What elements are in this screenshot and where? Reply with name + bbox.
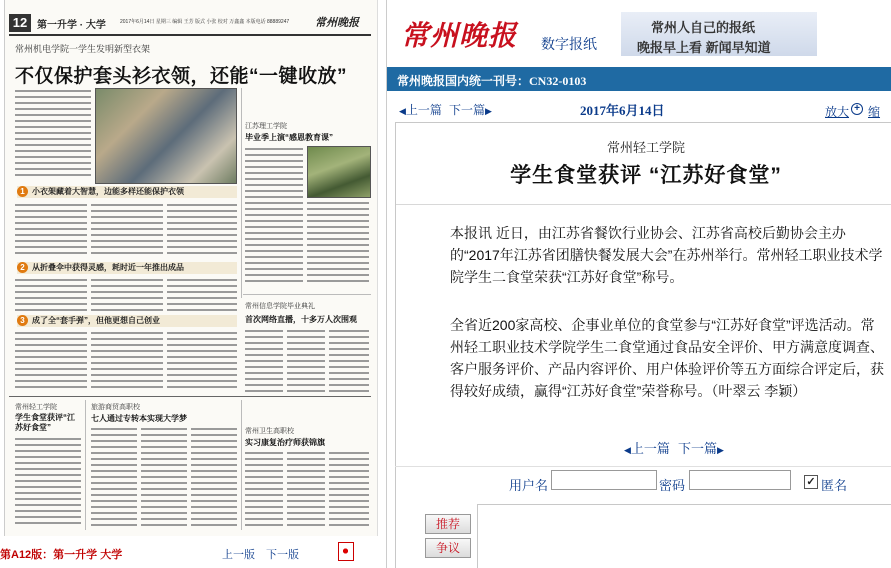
column-rule [241, 88, 242, 298]
prev-page-link[interactable]: 上一版 [222, 549, 255, 561]
left-arrow-icon: ◀ [624, 445, 631, 455]
subhead-number-badge: 2 [17, 262, 28, 273]
text-block [167, 330, 237, 388]
anonymous-checkbox[interactable]: ✓ [804, 475, 818, 489]
column-rule [241, 400, 242, 530]
password-label: 密码 [659, 478, 686, 493]
text-block [191, 426, 237, 528]
password-input[interactable] [689, 470, 791, 490]
col2-kicker: 常州信息学院毕业典礼 [245, 303, 315, 310]
text-block [287, 450, 325, 528]
bottom-right-kicker: 常州卫生高职校 [245, 428, 294, 435]
right-arrow-icon: ▶ [485, 106, 492, 116]
recommend-button[interactable]: 推荐 [425, 514, 471, 534]
newspaper-page-panel [0, 0, 387, 568]
col2-title[interactable]: 首次网络直播，十多万人次围观 [245, 315, 357, 324]
subhead-number-badge: 3 [17, 315, 28, 326]
bottom-left-kicker: 常州轻工学院 [15, 404, 57, 411]
subhead-3: 3 成了全“套手弹”，但他更想自己创业 [17, 315, 160, 326]
bottom-mid-title[interactable]: 七人通过专转本实现大学梦 [91, 414, 187, 423]
bottom-left-title[interactable]: 学生食堂获评“江苏好食堂” [15, 413, 75, 432]
article-panel [387, 0, 891, 568]
bottom-right-title[interactable]: 实习康复治疗师获锦旗 [245, 438, 325, 447]
text-block [329, 450, 369, 528]
text-block [15, 202, 87, 258]
text-block [307, 200, 369, 286]
page-date-line: 2017年6月14日 星期三 编辑 王芳 版式 小张 校对 万鑫鑫 本版电话 88889247 [120, 19, 290, 25]
text-block [91, 426, 137, 528]
bottom-prev-article-link[interactable]: ◀上一篇 [624, 441, 670, 456]
text-block [167, 277, 237, 311]
comment-form-rule [395, 466, 891, 467]
text-block [91, 330, 163, 388]
text-block [287, 328, 325, 396]
column-rule [85, 400, 86, 530]
bottom-next-article-link[interactable]: 下一篇▶ [678, 441, 724, 456]
pdf-icon[interactable] [338, 542, 354, 561]
page-section: 第一升学 · 大学 [37, 20, 106, 31]
newspaper-page-image[interactable] [4, 0, 378, 536]
next-page-link[interactable]: 下一版 [266, 549, 299, 561]
article-kicker: 常州轻工学院 [606, 140, 685, 155]
article-title-rule [396, 204, 891, 205]
lead-text-block [15, 88, 91, 180]
article-title: 学生食堂获评 “江苏好食堂” [510, 164, 782, 187]
page-masthead: 常州晚报 [315, 16, 359, 29]
text-block [245, 328, 283, 396]
nav-bar [387, 67, 891, 91]
lead-kicker[interactable]: 常州机电学院一学生发明新型衣架 [15, 44, 151, 54]
slogan-box [621, 12, 817, 56]
issn-text: 常州晚报国内统一刊号：CN32-0103 [397, 74, 587, 88]
slogan-line-2: 晚报早上看 新闻早知道 [637, 40, 771, 55]
article-box [395, 122, 891, 568]
text-block [15, 330, 87, 388]
page-caption: 第A12版：第一升学 大学 [0, 549, 123, 561]
subhead-1: 1 小衣架藏着大智慧，边能多样还能保护衣领 [17, 186, 184, 197]
zoom-in-link[interactable]: 放大 [825, 105, 850, 119]
comment-textarea[interactable] [477, 504, 891, 568]
section-rule [243, 294, 371, 295]
zoom-in-icon[interactable]: + [851, 103, 863, 115]
right-arrow-icon: ▶ [717, 445, 724, 455]
text-block [15, 436, 81, 528]
zoom-out-link[interactable]: 缩 [868, 105, 881, 119]
text-block [245, 146, 303, 286]
page-header-rule [9, 34, 371, 36]
site-banner [387, 0, 891, 67]
prev-article-link[interactable]: ◀上一篇 [399, 103, 442, 117]
sidebar-photo[interactable] [307, 146, 371, 198]
subhead-2: 2 从折叠伞中获得灵感，耗时近一年推出成品 [17, 262, 184, 273]
sidebar-title[interactable]: 毕业季上演“感恩教育课” [245, 133, 333, 142]
dispute-button[interactable]: 争议 [425, 538, 471, 558]
text-block [91, 202, 163, 258]
left-arrow-icon: ◀ [399, 106, 406, 116]
subhead-number-badge: 1 [17, 186, 28, 197]
article-paragraph: 全省近200家高校、企事业单位的食堂参与“江苏好食堂”评选活动。常州轻工职业技术学院学生二食堂通过食品安全评价、甲方满意度调查、客户服务评价、产品内容评价、用户体验评价等五方面综合评定后，获得较好成绩，赢得“江苏好食堂”荣誉称号。（叶翠云 李颖） [450, 317, 884, 399]
issue-date: 2017年6月14日 [580, 103, 665, 118]
date-bar [387, 91, 891, 121]
text-block [141, 426, 187, 528]
anonymous-label: 匿名 [821, 478, 848, 493]
text-block [15, 277, 87, 311]
text-block [329, 328, 369, 396]
username-label: 用户名 [509, 478, 549, 493]
text-block [167, 202, 237, 258]
text-block [91, 277, 163, 311]
lead-photo[interactable] [95, 88, 237, 184]
username-input[interactable] [551, 470, 657, 490]
site-logo-subtitle: 数字报纸 [541, 36, 597, 52]
next-article-link[interactable]: 下一篇▶ [449, 103, 492, 117]
site-logo[interactable]: 常州晚报 [401, 19, 518, 52]
section-rule [9, 396, 371, 397]
sidebar-kicker: 江苏理工学院 [245, 123, 287, 130]
bottom-mid-kicker: 旅游商贸高职校 [91, 404, 140, 411]
page-number: 12 [9, 14, 31, 32]
text-block [245, 450, 283, 528]
slogan-line-1: 常州人自己的报纸 [651, 20, 756, 35]
article-paragraph: 本报讯 近日，由江苏省餐饮行业协会、江苏省高校后勤协会主办的“2017年江苏省团膳快餐发展大会”在苏州举行。常州轻工职业技术学院学生二食堂荣获“江苏好食堂”称号。 [450, 225, 883, 285]
lead-headline[interactable]: 不仅保护套头衫衣领，还能“一键收放” [15, 66, 348, 87]
